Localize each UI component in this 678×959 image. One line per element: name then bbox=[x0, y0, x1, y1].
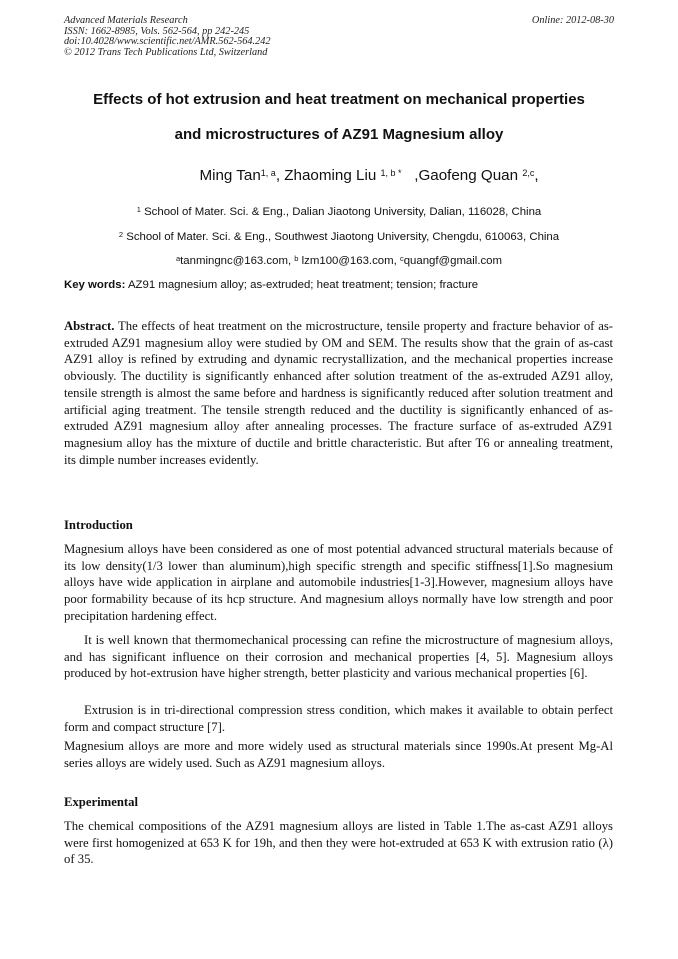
affiliation-text: School of Mater. Sci. & Eng., Southwest Jiaotong University, Chengdu, 610063, China bbox=[126, 231, 560, 243]
abstract-label: Abstract. bbox=[64, 319, 115, 333]
email-address: lzm100@163.com, bbox=[301, 255, 397, 267]
email-address: tanmingnc@163.com, bbox=[180, 255, 292, 267]
email-marker: b bbox=[294, 254, 299, 263]
affiliation-2 bbox=[0, 230, 678, 244]
keywords-label: Key words: bbox=[64, 279, 126, 291]
author-superscript: 1, a bbox=[260, 168, 276, 178]
affiliation-1 bbox=[0, 205, 678, 219]
abstract bbox=[64, 318, 613, 468]
online-date: Online: 2012-08-30 bbox=[531, 15, 614, 26]
journal-header bbox=[64, 16, 464, 58]
paper-title-line-2: and microstructures of AZ91 Magnesium alloy bbox=[174, 126, 504, 143]
introduction-paragraph-4: Magnesium alloys are more and more widely used as structural materials since 1990s.At present Mg-Al series alloys are widely used. Such as AZ91 magnesium alloys. bbox=[64, 739, 613, 770]
copyright-line: © 2012 Trans Tech Publications Ltd, Switzerland bbox=[64, 46, 268, 58]
experimental-heading: Experimental bbox=[64, 795, 139, 809]
affiliation-text: School of Mater. Sci. & Eng., Dalian Jiaotong University, Dalian, 116028, China bbox=[144, 206, 542, 218]
author-name: Gaofeng Quan bbox=[418, 167, 519, 184]
email-line bbox=[0, 254, 678, 268]
author-name: Ming Tan bbox=[199, 167, 261, 184]
email-marker: c bbox=[399, 254, 404, 263]
affiliation-marker: 2 bbox=[118, 230, 124, 239]
introduction-paragraph-3: Extrusion is in tri-directional compression stress condition, which makes it available to obtain perfect form and compact structure [7]. bbox=[64, 703, 613, 734]
paper-title-line-1: Effects of hot extrusion and heat treatment on mechanical properties bbox=[93, 91, 585, 108]
introduction-paragraph-1: Magnesium alloys have been considered as one of most potential advanced structural materials because of its low density(1/3 lower than aluminum),high specific strength and specific stiffness[1].So magnesium alloys have wide application in airplane and automobile industries[1-3].However, magnesium alloys have poor formability because of its hcp structure. And magnesium alloys normally have low strength and poor precipitation hardening effect. bbox=[64, 542, 613, 623]
keywords bbox=[64, 278, 624, 292]
email-marker: a bbox=[175, 254, 181, 263]
introduction-heading: Introduction bbox=[64, 518, 133, 532]
author-list: Ming Tan$^{1, a}$, Zhaoming Liu $^{1, b *}$ ,Gaofeng Quan $^{2,c}$, bbox=[199, 167, 539, 184]
affiliation-marker: 1 bbox=[136, 205, 141, 214]
journal-name: Advanced Materials Research bbox=[64, 15, 188, 26]
issn-line: ISSN: 1662-8985, Vols. 562-564, pp 242-245 bbox=[64, 25, 250, 37]
keywords-text: AZ91 magnesium alloy; as-extruded; heat treatment; tension; fracture bbox=[127, 279, 479, 291]
doi-line: doi:10.4028/www.scientific.net/AMR.562-564.242 bbox=[64, 36, 271, 48]
abstract-text: The effects of heat treatment on the microstructure, tensile property and fracture behavior of as-extruded AZ91 magnesium alloy were studied by OM and SEM. The results show that the grain of as-cast AZ91 alloy is refined by extruding and dynamic recrystallization, and the mechanical properties increase obviously. The ductility is significantly enhanced after solution treatment of the as-extruded AZ91 alloy, tensile strength is almost the same before and hardness is significantly reduced after solution treatment and artificial aging treatment. The tensile strength reduced and the ductility is significantly enhanced of as-extruded AZ91 magnesium alloy after annealing processes. The fracture surface of as-extruded AZ91 magnesium alloy has the mixture of ductile and brittle characteristic. But after T6 or annealing treatment, its dimple number increases evidently. bbox=[64, 319, 613, 467]
experimental-paragraph-1: The chemical compositions of the AZ91 magnesium alloys are listed in Table 1.The as-cast AZ91 alloys were first homogenized at 653 K for 19h, and then they were hot-extruded at 653 K with extrusion ratio (λ) of 35. bbox=[64, 819, 613, 867]
author-superscript: 1, b * bbox=[380, 168, 402, 178]
email-address: quangf@gmail.com bbox=[403, 255, 503, 267]
introduction-paragraph-2: It is well known that thermomechanical processing can refine the microstructure of magnesium alloys, and has significant influence on their corrosion and mechanical properties [4, 5]. Magnesium alloys produced by hot-extrusion have higher strength, better plasticity and various mechanical properties [6]. bbox=[64, 633, 613, 681]
author-superscript: 2,c bbox=[522, 168, 535, 178]
author-name: Zhaoming Liu bbox=[284, 167, 377, 184]
